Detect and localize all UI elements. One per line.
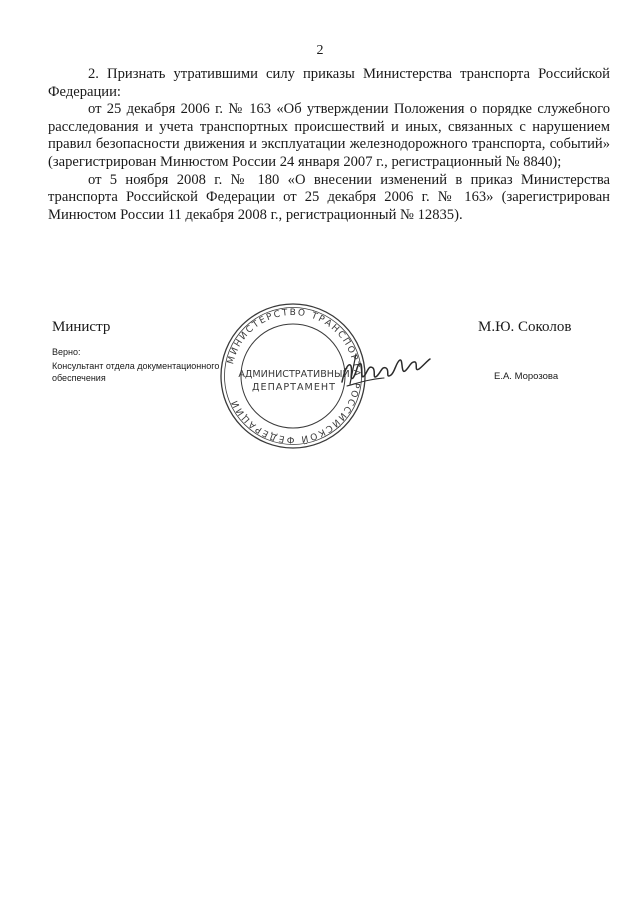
certification-position-line-2: обеспечения — [52, 373, 106, 383]
stamp-outer-text: МИНИСТЕРСТВО ТРАНСПОРТА РОССИЙСКОЙ ФЕДЕРАЦИИ — [226, 307, 362, 445]
document-body — [48, 66, 610, 224]
page-number: 2 — [316, 43, 324, 58]
body-paragraph: 2. Признать утратившими силу приказы Министерства транспорта Российской Федерации: — [48, 66, 610, 100]
stamp-inner-line-2: ДЕПАРТАМЕНТ — [252, 382, 336, 393]
certification-block — [52, 346, 219, 384]
body-paragraph: от 25 декабря 2006 г. № 163 «Об утверждении Положения о порядке служебного расследования и учета транспортных происшествий и иных, связанных с нарушением правил безопасности движения и эксплуатации железнодорожного транспорта, событий» (зарегистрирован Минюстом России 24 января 2007 г., регистрационный № 8840); — [48, 101, 610, 170]
signatory-name: М.Ю. Соколов — [478, 319, 572, 335]
certifier-name: Е.А. Морозова — [494, 371, 559, 382]
stamp-inner-line-1: АДМИНИСТРАТИВНЫЙ — [238, 369, 350, 380]
certification-label: Верно: — [52, 347, 81, 357]
certification-position-line-1: Консультант отдела документационного — [52, 361, 220, 371]
handwritten-signature — [338, 348, 434, 392]
body-paragraph: от 5 ноября 2008 г. № 180 «О внесении изменений в приказ Министерства транспорта Российской Федерации от 25 декабря 2006 г. № 163» (зарегистрирован Минюстом России 11 декабря 2008 г., регистрационный № 12835). — [48, 171, 610, 223]
signatory-title: Министр — [52, 319, 111, 335]
